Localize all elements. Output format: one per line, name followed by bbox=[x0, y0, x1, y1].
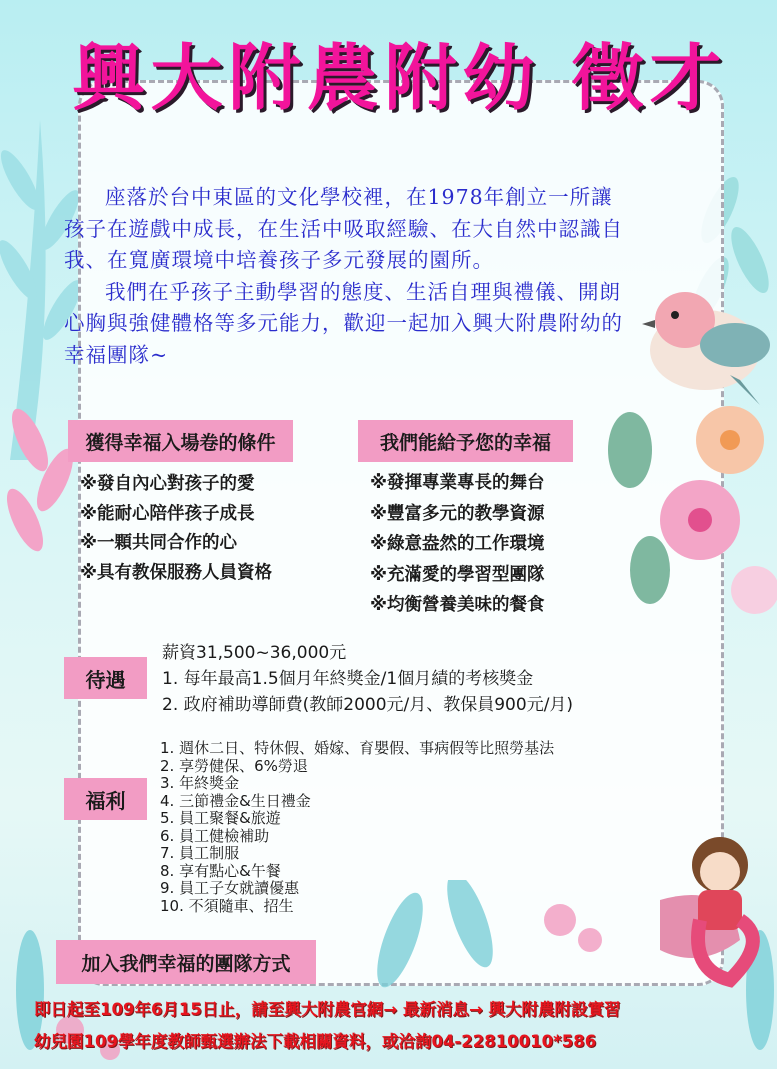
treatment-item: 2. 政府補助導師費(教師2000元/月、教保員900元/月) bbox=[162, 695, 574, 715]
list-item: ※發揮專業專長的舞台 bbox=[370, 473, 545, 493]
salary-text: 薪資31,500~36,000元 bbox=[162, 643, 347, 663]
happiness-heading: 我們能給予您的幸福 bbox=[358, 420, 573, 462]
flower-cluster-right-icon bbox=[590, 390, 777, 640]
list-item: 9. 員工子女就讀優惠 bbox=[160, 879, 300, 897]
list-item: ※能耐心陪伴孩子成長 bbox=[80, 503, 255, 524]
list-item: 5. 員工聚餐&旅遊 bbox=[160, 809, 281, 827]
treatment-item: 1. 每年最高1.5個月年終獎金/1個月績的考核獎金 bbox=[162, 669, 534, 689]
list-item: ※一顆共同合作的心 bbox=[80, 533, 238, 553]
list-item: 3. 年終獎金 bbox=[160, 774, 240, 792]
list-item: 4. 三節禮金&生日禮金 bbox=[160, 791, 311, 810]
join-heading: 加入我們幸福的團隊方式 bbox=[56, 940, 316, 984]
treatment-heading: 待遇 bbox=[64, 657, 147, 699]
treatment-details bbox=[162, 640, 573, 718]
intro-paragraph-2: 我們在乎孩子主動學習的態度、生活自理與禮儀、開朗心胸與強健體格等多元能力，歡迎一起加入興大附農附幼的幸福團隊~ bbox=[64, 279, 623, 367]
join-line-1: 即日起至109年6月15日止，請至興大附農官網→ 最新消息→ 興大附農附設實習 bbox=[34, 1000, 621, 1019]
page-title: 興大附農附幼 徵才 bbox=[72, 36, 728, 120]
happiness-list bbox=[370, 468, 545, 621]
conditions-heading: 獲得幸福入場卷的條件 bbox=[68, 420, 293, 462]
conditions-list bbox=[80, 470, 272, 588]
intro-text bbox=[64, 182, 624, 371]
list-item: ※豐富多元的教學資源 bbox=[370, 503, 545, 524]
list-item: 6. 員工健檢補助 bbox=[160, 826, 270, 845]
join-instructions bbox=[34, 994, 764, 1058]
girl-with-ribbon-icon bbox=[670, 820, 775, 990]
welfare-heading: 福利 bbox=[64, 778, 147, 820]
list-item: ※具有教保服務人員資格 bbox=[80, 562, 273, 583]
list-item: 8. 享有點心&午餐 bbox=[160, 861, 281, 880]
list-item: ※均衡營養美味的餐食 bbox=[370, 595, 545, 615]
list-item: 2. 享勞健保、6%勞退 bbox=[160, 756, 308, 775]
list-item: 7. 員工制服 bbox=[160, 844, 240, 862]
list-item: ※充滿愛的學習型團隊 bbox=[370, 564, 545, 585]
list-item: ※發自內心對孩子的愛 bbox=[80, 474, 255, 494]
list-item: 1. 週休二日、特休假、婚嫁、育嬰假、事病假等比照勞基法 bbox=[160, 739, 555, 757]
join-line-2: 幼兒園109學年度教師甄選辦法下載相關資料，或洽詢04-22810010*586 bbox=[34, 1032, 597, 1051]
list-item: ※綠意盎然的工作環境 bbox=[370, 534, 545, 554]
list-item: 10. 不須隨車、招生 bbox=[160, 896, 294, 915]
intro-paragraph-1: 座落於台中東區的文化學校裡，在1978年創立一所讓孩子在遊戲中成長，在生活中吸取經驗、在大自然中認識自我、在寬廣環境中培養孩子多元發展的園所。 bbox=[64, 185, 623, 272]
welfare-list bbox=[160, 740, 554, 915]
